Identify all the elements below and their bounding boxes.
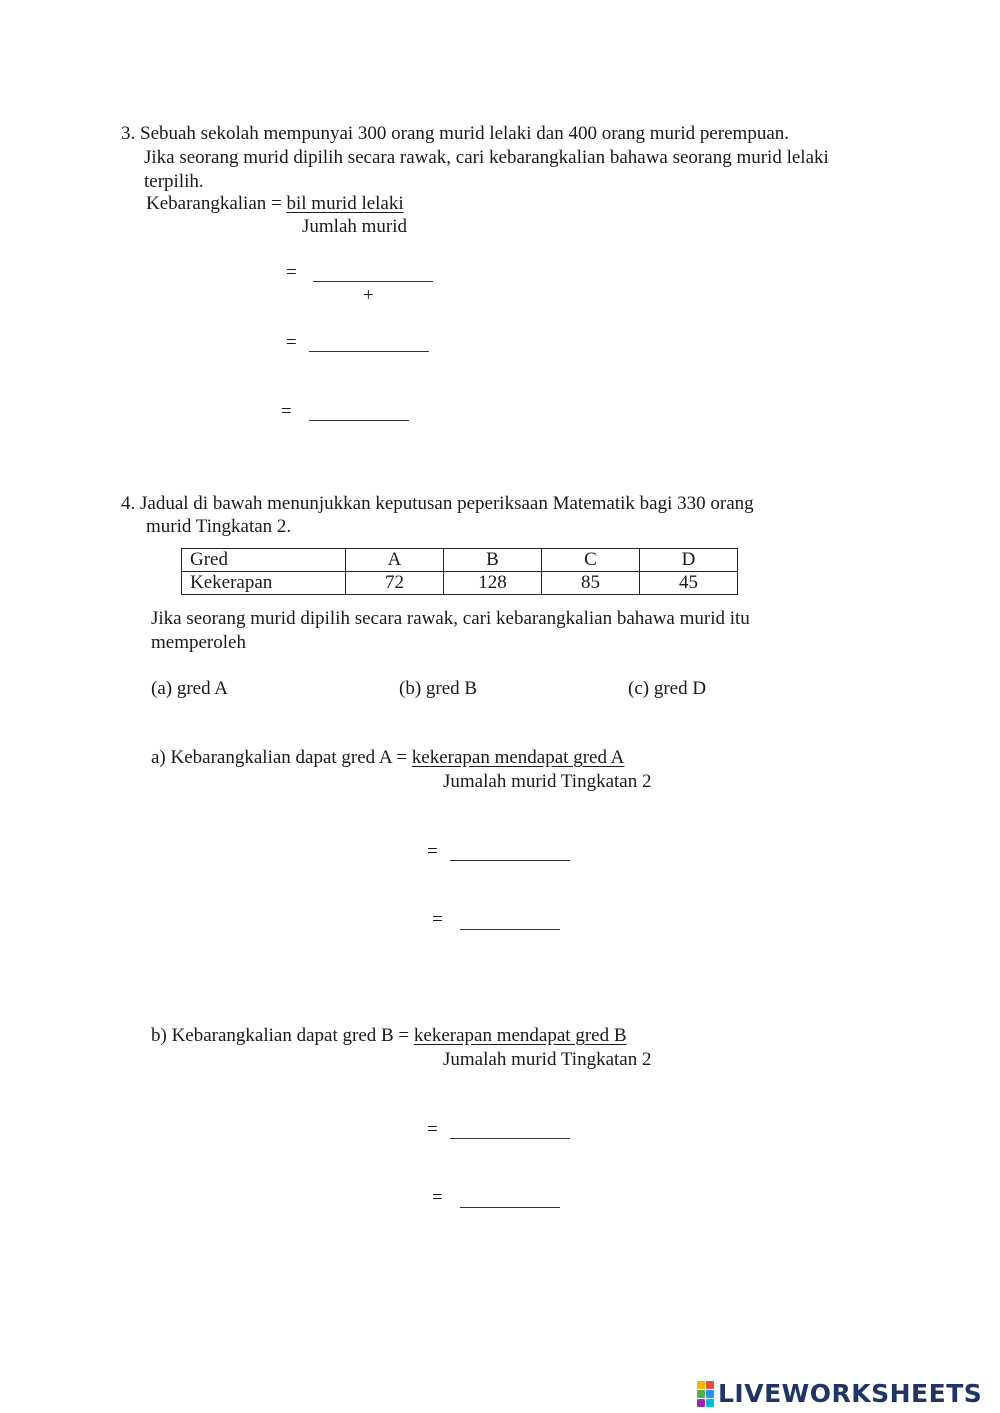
table-cell: A — [346, 549, 444, 572]
q4b-equals-1: = — [427, 1119, 438, 1140]
q4a-label: a) Kebarangkalian dapat gred A = — [151, 747, 412, 768]
q4a-formula — [151, 747, 624, 770]
q4-option-a: (a) gred A — [151, 678, 229, 699]
q4-prompt-line1: Jika seorang murid dipilih secara rawak, cari kebarangkalian bahawa murid itu — [151, 608, 750, 629]
q3-line3: terpilih. — [144, 171, 204, 192]
q4a-answer-blank-2[interactable] — [460, 929, 560, 930]
table-cell: Gred — [182, 549, 346, 572]
table-row — [182, 572, 738, 595]
q4-option-c: (c) gred D — [628, 678, 707, 699]
grade-frequency-table — [181, 548, 738, 595]
q3-equals-3: = — [281, 401, 292, 422]
q3-formula-label: Kebarangkalian = — [146, 193, 287, 214]
q4b-formula — [151, 1025, 627, 1048]
q4b-answer-blank-1[interactable] — [450, 1138, 570, 1139]
q4b-answer-blank-2[interactable] — [460, 1207, 560, 1208]
q3-denominator: Jumlah murid — [302, 216, 408, 237]
q3-answer-blank-2[interactable] — [309, 351, 429, 352]
q3-line2: Jika seorang murid dipilih secara rawak, cari kebarangkalian bahawa seorang murid lelaki — [144, 147, 829, 168]
q4b-equals-2: = — [432, 1187, 443, 1208]
q4a-equals-1: = — [427, 841, 438, 862]
q4-line2: murid Tingkatan 2. — [146, 516, 292, 537]
q4-prompt-line2: memperoleh — [151, 632, 246, 653]
q4a-answer-blank-1[interactable] — [450, 860, 570, 861]
q4a-equals-2: = — [432, 909, 443, 930]
q3-line1: 3. Sebuah sekolah mempunyai 300 orang murid lelaki dan 400 orang murid perempuan. — [121, 123, 790, 144]
table-cell: C — [542, 549, 640, 572]
table-cell: D — [640, 549, 738, 572]
q3-numerator: bil murid lelaki — [286, 193, 404, 214]
table-cell: 128 — [444, 572, 542, 595]
table-cell: 72 — [346, 572, 444, 595]
q3-answer-blank-3[interactable] — [309, 420, 409, 421]
table-row — [182, 549, 738, 572]
q4-option-b: (b) gred B — [399, 678, 478, 699]
q4-line1: 4. Jadual di bawah menunjukkan keputusan peperiksaan Matematik bagi 330 orang — [121, 493, 754, 514]
liveworksheets-logo — [697, 1378, 982, 1410]
q4a-numerator: kekerapan mendapat gred A — [411, 747, 625, 768]
q3-equals-2: = — [286, 332, 297, 353]
q4b-denominator: Jumalah murid Tingkatan 2 — [443, 1049, 652, 1070]
q4b-label: b) Kebarangkalian dapat gred B = — [151, 1025, 414, 1046]
q3-formula — [146, 193, 404, 216]
brand-name: LIVEWORKSHEETS — [718, 1379, 983, 1408]
q4a-denominator: Jumalah murid Tingkatan 2 — [443, 771, 652, 792]
q4b-numerator: kekerapan mendapat gred B — [413, 1025, 627, 1046]
table-cell: 85 — [542, 572, 640, 595]
q3-equals-1: = — [286, 262, 297, 283]
q3-answer-blank-1[interactable] — [313, 281, 433, 282]
table-cell: 45 — [640, 572, 738, 595]
q3-plus-sign: + — [363, 285, 374, 306]
table-cell: Kekerapan — [182, 572, 346, 595]
table-cell: B — [444, 549, 542, 572]
logo-grid-icon — [697, 1381, 714, 1407]
